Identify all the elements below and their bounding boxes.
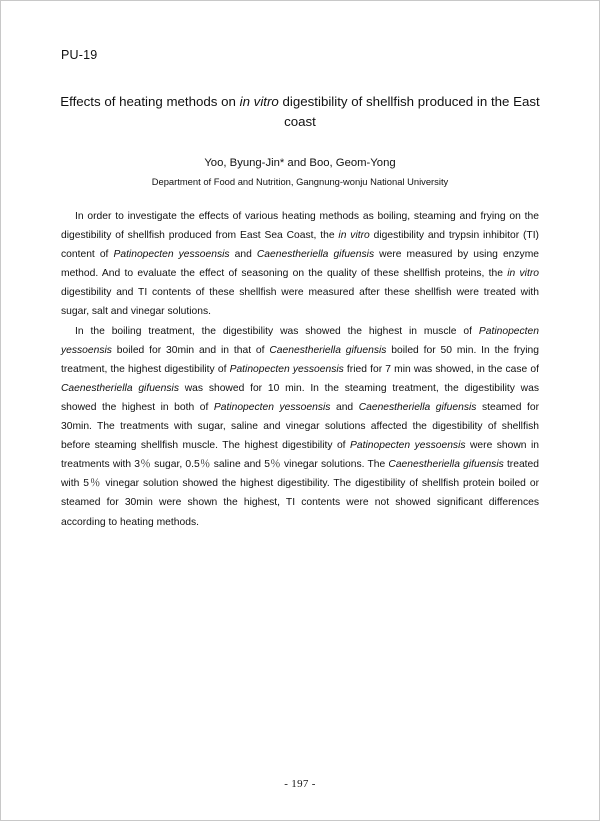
text-run: were shown in treatments with 3％ sugar, 0.5％ saline and 5％ vinegar solutions. The — [61, 440, 539, 471]
text-run: and — [229, 249, 257, 261]
text-run: was showed for 10 min. In the steaming treatment, the digestibility was showed the highest in both of — [61, 382, 539, 413]
species-name: Patinopecten yessoensis — [61, 325, 539, 356]
species-name: Caenestheriella gifuensis — [256, 249, 375, 261]
species-name: in vitro — [507, 268, 539, 280]
abstract-body — [61, 207, 539, 532]
title-text-italic: in vitro — [239, 94, 279, 109]
species-name: Caenestheriella gifuensis — [358, 401, 477, 413]
species-name: Patinopecten yessoensis — [350, 440, 466, 452]
title-text-pre: Effects of heating methods on — [60, 94, 240, 109]
text-run: fried for 7 min was showed, in the case of — [343, 363, 539, 375]
title-text-post: digestibility of shellfish produced in the East coast — [278, 94, 540, 129]
species-name: Caenestheriella gifuensis — [269, 344, 387, 356]
text-run: were measured by using enzyme method. And to evaluate the effect of seasoning on the quality of these shellfish proteins, the — [61, 249, 539, 280]
species-name: Patinopecten yessoensis — [213, 401, 331, 413]
species-name: in vitro — [338, 230, 370, 242]
species-name: Patinopecten yessoensis — [113, 249, 230, 261]
abstract-paragraph — [61, 207, 539, 322]
text-run: and — [330, 401, 359, 413]
affiliation: Department of Food and Nutrition, Gangnung-wonju National University — [151, 176, 449, 187]
page-number: - 197 - — [284, 778, 316, 790]
text-run: treated with 5％ vinegar solution showed the highest digestibility. The digestibility of shellfish protein boiled or steamed for 30min were shown the highest, TI contents were not showed significant differences according to heating methods. — [61, 459, 539, 528]
species-name: Caenestheriella gifuensis — [61, 382, 179, 394]
paper-title — [60, 92, 540, 132]
text-run: digestibility and TI contents of these shellfish were measured after these shellfish were treated with sugar, salt and vinegar solutions. — [61, 287, 539, 318]
abstract-paragraph — [61, 322, 539, 532]
text-run: boiled for 50 min. In the frying treatment, the highest digestibility of — [61, 344, 539, 375]
text-run: In order to investigate the effects of various heating methods as boiling, steaming and frying on the digestibility of shellfish produced from East Sea Coast, the — [61, 211, 539, 242]
text-run: boiled for 30min and in that of — [111, 344, 270, 356]
abstract-code: PU-19 — [61, 48, 98, 62]
species-name: Caenestheriella gifuensis — [388, 459, 504, 471]
text-run: steamed for 30min. The treatments with sugar, saline and vinegar solutions affected the digestibility of shellfish before steaming shellfish muscle. The highest digestibility of — [61, 401, 539, 452]
species-name: Patinopecten yessoensis — [229, 363, 344, 375]
text-run: digestibility and trypsin inhibitor (TI) content of — [61, 230, 539, 261]
text-run: In the boiling treatment, the digestibility was showed the highest in muscle of — [75, 325, 479, 337]
author-list: Yoo, Byung-Jin* and Boo, Geom-Yong — [204, 157, 396, 169]
